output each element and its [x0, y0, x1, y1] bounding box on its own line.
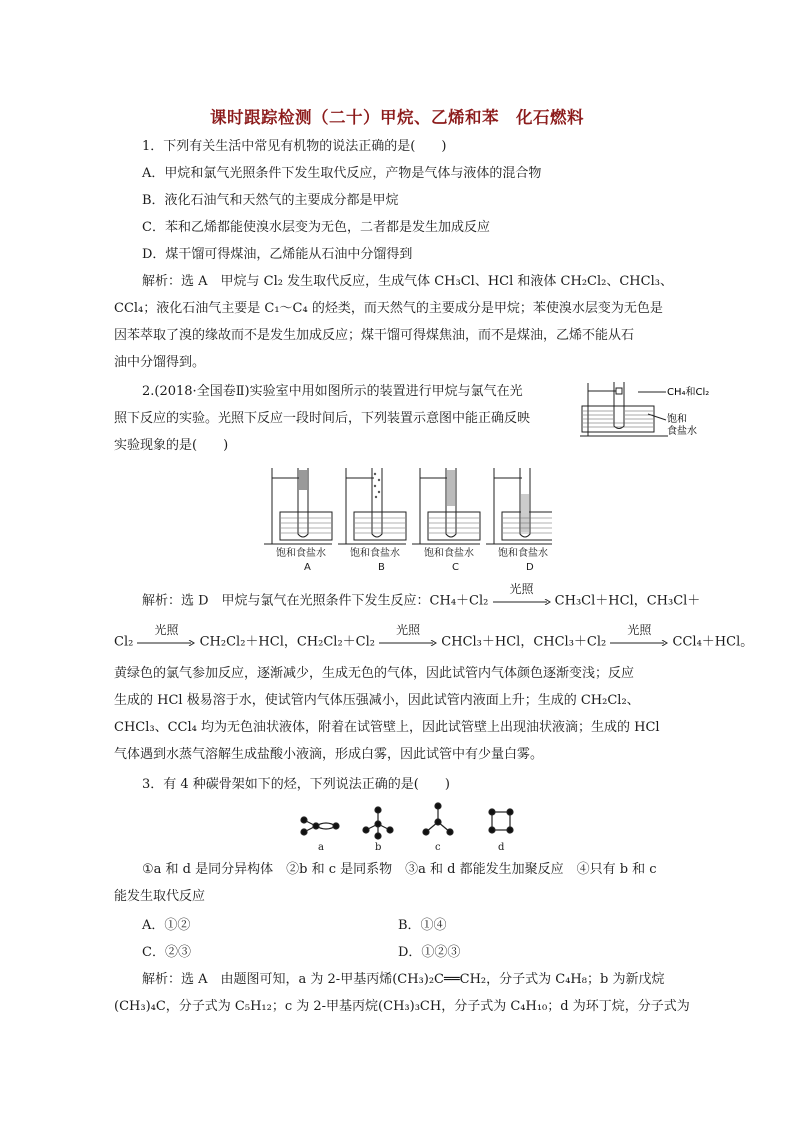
- apparatus-option-c: [412, 468, 480, 544]
- option-b-letter: B: [378, 562, 385, 573]
- skeleton-label-a: a: [318, 842, 324, 853]
- reaction-arrow: 光照: [379, 633, 437, 651]
- setup-water-label: 饱和: [667, 414, 687, 425]
- q3-option-b: B．①④: [398, 918, 447, 933]
- apparatus-option-d: [486, 468, 552, 544]
- q1-option-b: B．液化石油气和天然气的主要成分都是甲烷: [142, 193, 399, 208]
- q2-analysis-line: 气体遇到水蒸气溶解生成盐酸小液滴，形成白雾，因此试管中有少量白雾。: [114, 747, 544, 762]
- reaction-arrow: 光照: [493, 592, 551, 610]
- q1-analysis-line: 因苯萃取了溴的缘故而不是发生加成反应；煤干馏可得煤焦油，而不是煤油，乙烯不能从石: [114, 328, 635, 343]
- q3-option-c: C．②③: [142, 945, 191, 960]
- q2-analysis-line: 生成的 HCl 极易溶于水，使试管内气体压强减小，因此试管内液面上升；生成的 CH₂Cl₂、: [114, 693, 640, 708]
- option-c-letter: C: [452, 562, 459, 573]
- skeleton-label-c: c: [435, 842, 441, 853]
- skeleton-label-d: d: [498, 842, 505, 853]
- q1-analysis-line: 油中分馏得到。: [114, 355, 206, 370]
- q2-stem-line: 实验现象的是( ): [114, 438, 229, 453]
- apparatus-option-a: [264, 468, 332, 544]
- reaction-arrow: 光照: [610, 633, 668, 651]
- q1-option-d: D．煤干馏可得煤油，乙烯能从石油中分馏得到: [142, 247, 413, 262]
- q2-stem-line: 2.(2018·全国卷Ⅱ)实验室中用如图所示的装置进行甲烷与氯气在光: [142, 384, 523, 399]
- q3-carbon-skeletons: [292, 800, 532, 854]
- option-c-caption: 饱和食盐水: [424, 548, 474, 559]
- q2-options-figure: [262, 464, 552, 574]
- q2-analysis-line: 解析：选 D 甲烷与氯气在光照条件下发生反应：CH₄＋Cl₂ 光照 CH₃Cl＋HCl，CH₃Cl＋: [142, 582, 701, 609]
- q2-stem-line: 照下反应的实验。光照下反应一段时间后，下列装置示意图中能正确反映: [114, 411, 531, 426]
- q3-statements: ①a 和 d 是同分异构体 ②b 和 c 是同系物 ③a 和 d 都能发生加聚反应 ④只有 b 和 c: [142, 862, 657, 877]
- q2-setup-figure: [578, 378, 718, 438]
- setup-gas-label: CH₄和Cl₂: [667, 387, 710, 398]
- option-a-letter: A: [304, 562, 311, 573]
- apparatus-option-b: [338, 468, 406, 544]
- reaction-arrow: 光照: [137, 633, 195, 651]
- option-d-caption: 饱和食盐水: [498, 548, 548, 559]
- option-b-caption: 饱和食盐水: [350, 548, 400, 559]
- skeleton-label-b: b: [375, 842, 382, 853]
- setup-water-label: 食盐水: [667, 426, 697, 437]
- q3-statements: 能发生取代反应: [114, 889, 206, 904]
- q3-analysis-line: 解析：选 A 由题图可知，a 为 2-甲基丙烯(CH₃)₂C══CH₂，分子式为 C₄H₈；b 为新戊烷: [142, 972, 665, 987]
- q1-option-a: A．甲烷和氯气光照条件下发生取代反应，产物是气体与液体的混合物: [142, 166, 542, 181]
- q3-stem: 3．有 4 种碳骨架如下的烃，下列说法正确的是( ): [142, 777, 450, 792]
- q3-option-a: A．①②: [142, 918, 191, 933]
- q1-option-c: C．苯和乙烯都能使溴水层变为无色，二者都是发生加成反应: [142, 220, 490, 235]
- q2-analysis-line: Cl₂ 光照 CH₂Cl₂＋HCl，CH₂Cl₂＋Cl₂ 光照 CHCl₃＋HCl，CHCl₃＋Cl₂ 光照 CCl₄＋HCl。: [114, 623, 754, 650]
- q3-analysis-line: (CH₃)₄C，分子式为 C₅H₁₂；c 为 2-甲基丙烷(CH₃)₃CH，分子式为 C₄H₁₀；d 为环丁烷，分子式为: [114, 999, 690, 1014]
- q1-analysis-line: CCl₄；液化石油气主要是 C₁～C₄ 的烃类，而天然气的主要成分是甲烷；苯使溴水层变为无色是: [114, 301, 663, 316]
- q2-analysis-line: CHCl₃、CCl₄ 均为无色油状液体，附着在试管壁上，因此试管壁上出现油状液滴；生成的 HCl: [114, 720, 660, 735]
- q3-option-d: D．①②③: [398, 945, 461, 960]
- q1-stem: 1．下列有关生活中常见有机物的说法正确的是( ): [142, 139, 447, 154]
- q1-analysis-line: 解析：选 A 甲烷与 Cl₂ 发生取代反应，生成气体 CH₃Cl、HCl 和液体 CH₂Cl₂、CHCl₃、: [142, 274, 673, 289]
- option-d-letter: D: [526, 562, 534, 573]
- option-a-caption: 饱和食盐水: [276, 548, 326, 559]
- page-title: 课时跟踪检测（二十）甲烷、乙烯和苯 化石燃料: [210, 108, 584, 127]
- q2-analysis-line: 黄绿色的氯气参加反应，逐渐减少，生成无色的气体，因此试管内气体颜色逐渐变浅；反应: [114, 666, 635, 681]
